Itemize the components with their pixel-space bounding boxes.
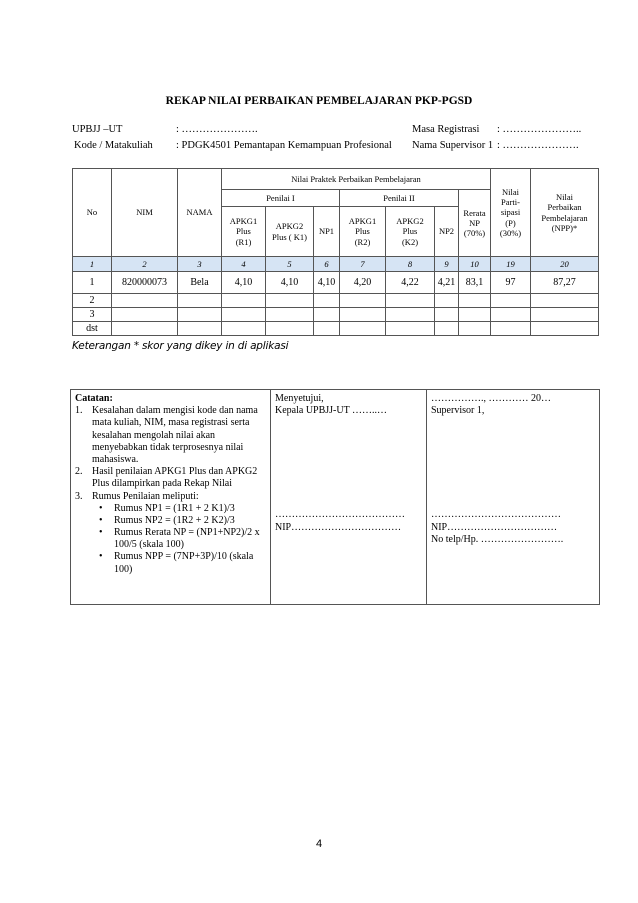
cell-apkg2-k2 xyxy=(386,294,435,308)
approval-cell xyxy=(271,390,427,605)
cell-apkg1-r1 xyxy=(222,322,266,336)
keterangan-note: Keterangan * skor yang dikey in di aplikasi xyxy=(72,340,289,352)
cell-rerata xyxy=(459,322,491,336)
cell-apkg2-k1 xyxy=(266,294,314,308)
cell-npp xyxy=(531,294,599,308)
cell-apkg1-r1 xyxy=(222,308,266,322)
col-group-nilai-praktek: Nilai Praktek Perbaikan Pembelajaran xyxy=(222,169,491,190)
masa-registrasi-value: : ………………….. xyxy=(497,124,582,135)
cell-npp xyxy=(531,322,599,336)
approval-signature-line: ………………………………… xyxy=(275,509,405,521)
cell-nama xyxy=(178,322,222,336)
cell-np2 xyxy=(435,322,459,336)
cell-nama: Bela xyxy=(178,272,222,294)
supervisor-date-line: ……………., ………… 20… xyxy=(431,393,551,404)
col-header-apkg1-r2: APKG1 Plus (R2) xyxy=(340,207,386,257)
col-group-penilai-1: Penilai I xyxy=(222,190,340,207)
col-header-apkg1-r1: APKG1 Plus (R1) xyxy=(222,207,266,257)
cell-nim xyxy=(112,308,178,322)
col-header-np1: NP1 xyxy=(314,207,340,257)
cell-npp: 87,27 xyxy=(531,272,599,294)
index-cell: 1 xyxy=(73,257,112,272)
catatan-list xyxy=(75,405,266,576)
cell-partisipasi xyxy=(491,322,531,336)
supervisor-title: Supervisor 1, xyxy=(431,405,485,417)
cell-apkg2-k2 xyxy=(386,322,435,336)
index-cell: 8 xyxy=(386,257,435,272)
cell-no: 1 xyxy=(73,272,112,294)
index-cell: 9 xyxy=(435,257,459,272)
col-group-penilai-2: Penilai II xyxy=(340,190,459,207)
upbjj-value: : …………………. xyxy=(176,124,258,135)
formula-item: • Rumus NPP = (7NP+3P)/10 (skala 100) xyxy=(92,551,266,575)
col-header-rerata: Rerata NP (70%) xyxy=(459,190,491,257)
cell-no: 2 xyxy=(73,294,112,308)
col-header-np2: NP2 xyxy=(435,207,459,257)
cell-np1 xyxy=(314,322,340,336)
cell-rerata xyxy=(459,308,491,322)
signature-table xyxy=(70,389,600,605)
cell-apkg1-r2 xyxy=(340,294,386,308)
supervisor-nip: NIP…………………………… xyxy=(431,521,558,533)
table-row xyxy=(73,308,599,322)
supervisor-label: Nama Supervisor 1 xyxy=(412,140,494,151)
cell-apkg2-k2: 4,22 xyxy=(386,272,435,294)
kode-label: Kode / Matakuliah xyxy=(74,140,153,151)
cell-nama xyxy=(178,294,222,308)
cell-no: 3 xyxy=(73,308,112,322)
supervisor-cell xyxy=(427,390,600,605)
index-cell: 6 xyxy=(314,257,340,272)
cell-apkg1-r2 xyxy=(340,308,386,322)
cell-apkg2-k1 xyxy=(266,322,314,336)
col-header-perbaikan: Nilai Perbaikan Pembelajaran (NPP)* xyxy=(531,169,599,257)
index-cell: 19 xyxy=(491,257,531,272)
index-cell: 3 xyxy=(178,257,222,272)
masa-registrasi-label: Masa Registrasi xyxy=(412,124,480,135)
table-row xyxy=(73,322,599,336)
cell-nim xyxy=(112,322,178,336)
cell-rerata: 83,1 xyxy=(459,272,491,294)
index-cell: 5 xyxy=(266,257,314,272)
cell-apkg2-k1: 4,10 xyxy=(266,272,314,294)
col-header-no: No xyxy=(73,169,112,257)
cell-nama xyxy=(178,308,222,322)
cell-apkg1-r2: 4,20 xyxy=(340,272,386,294)
index-cell: 7 xyxy=(340,257,386,272)
approval-line-2: Kepala UPBJJ-UT ……..… xyxy=(275,405,388,417)
cell-np1: 4,10 xyxy=(314,272,340,294)
table-row xyxy=(73,272,599,294)
col-header-apkg2-k1: APKG2 Plus ( K1) xyxy=(266,207,314,257)
list-item: 1. Kesalahan dalam mengisi kode dan nama mata kuliah, NIM, masa registrasi serta kesalahan mengolah nilai akan menyebabkan tidak terprosesnya nilai mahasiswa. xyxy=(75,405,258,465)
formula-item: • Rumus Rerata NP = (NP1+NP2)/2 x 100/5 (skala 100) xyxy=(92,527,266,551)
col-header-nim: NIM xyxy=(112,169,178,257)
page-number: 4 xyxy=(315,838,323,850)
col-header-nama: NAMA xyxy=(178,169,222,257)
cell-partisipasi xyxy=(491,294,531,308)
supervisor-telp: No telp/Hp. ……………………. xyxy=(431,533,564,545)
grade-table xyxy=(72,168,599,336)
supervisor-signature-line: ………………………………… xyxy=(431,509,561,521)
cell-rerata xyxy=(459,294,491,308)
index-cell: 4 xyxy=(222,257,266,272)
column-index-row xyxy=(73,257,599,272)
cell-apkg1-r1: 4,10 xyxy=(222,272,266,294)
cell-partisipasi: 97 xyxy=(491,272,531,294)
cell-nim xyxy=(112,294,178,308)
col-header-apkg2-k2: APKG2 Plus (K2) xyxy=(386,207,435,257)
cell-apkg1-r1 xyxy=(222,294,266,308)
cell-partisipasi xyxy=(491,308,531,322)
table-row xyxy=(73,294,599,308)
cell-np1 xyxy=(314,294,340,308)
kode-value: : PDGK4501 Pemantapan Kemampuan Profesional xyxy=(176,140,392,151)
catatan-cell xyxy=(71,390,271,605)
approval-line-1: Menyetujui, xyxy=(275,393,324,404)
index-cell: 2 xyxy=(112,257,178,272)
cell-nim: 820000073 xyxy=(112,272,178,294)
formula-list xyxy=(92,503,266,576)
index-cell: 20 xyxy=(531,257,599,272)
catatan-heading: Catatan: xyxy=(75,393,113,404)
formula-item: • Rumus NP1 = (1R1 + 2 K1)/3 xyxy=(92,503,266,515)
approval-nip: NIP…………………………… xyxy=(275,521,402,533)
cell-apkg1-r2 xyxy=(340,322,386,336)
cell-no: dst xyxy=(73,322,112,336)
cell-np2: 4,21 xyxy=(435,272,459,294)
col-header-partisipasi: Nilai Parti- sipasi (P) (30%) xyxy=(491,169,531,257)
list-item: 2. Hasil penilaian APKG1 Plus dan APKG2 Plus dilampirkan pada Rekap Nilai xyxy=(75,466,258,490)
upbjj-label: UPBJJ –UT xyxy=(72,124,123,135)
supervisor-value: : …………………. xyxy=(497,140,579,151)
cell-np2 xyxy=(435,308,459,322)
cell-np1 xyxy=(314,308,340,322)
index-cell: 10 xyxy=(459,257,491,272)
cell-np2 xyxy=(435,294,459,308)
cell-apkg2-k1 xyxy=(266,308,314,322)
formula-item: • Rumus NP2 = (1R2 + 2 K2)/3 xyxy=(92,515,266,527)
document-title: REKAP NILAI PERBAIKAN PEMBELAJARAN PKP-PGSD xyxy=(165,95,473,107)
cell-npp xyxy=(531,308,599,322)
cell-apkg2-k2 xyxy=(386,308,435,322)
list-item: 3. Rumus Penilaian meliputi: • Rumus NP1 = (1R1 + 2 K1)/3 • Rumus NP2 = (1R2 + 2 K2)/3 • Rumus Rerata NP = (NP1+NP2)/2 x 100/5 (skala 100) • Rumus NPP = (7NP+3P)/10 (skala 100) xyxy=(75,491,266,576)
